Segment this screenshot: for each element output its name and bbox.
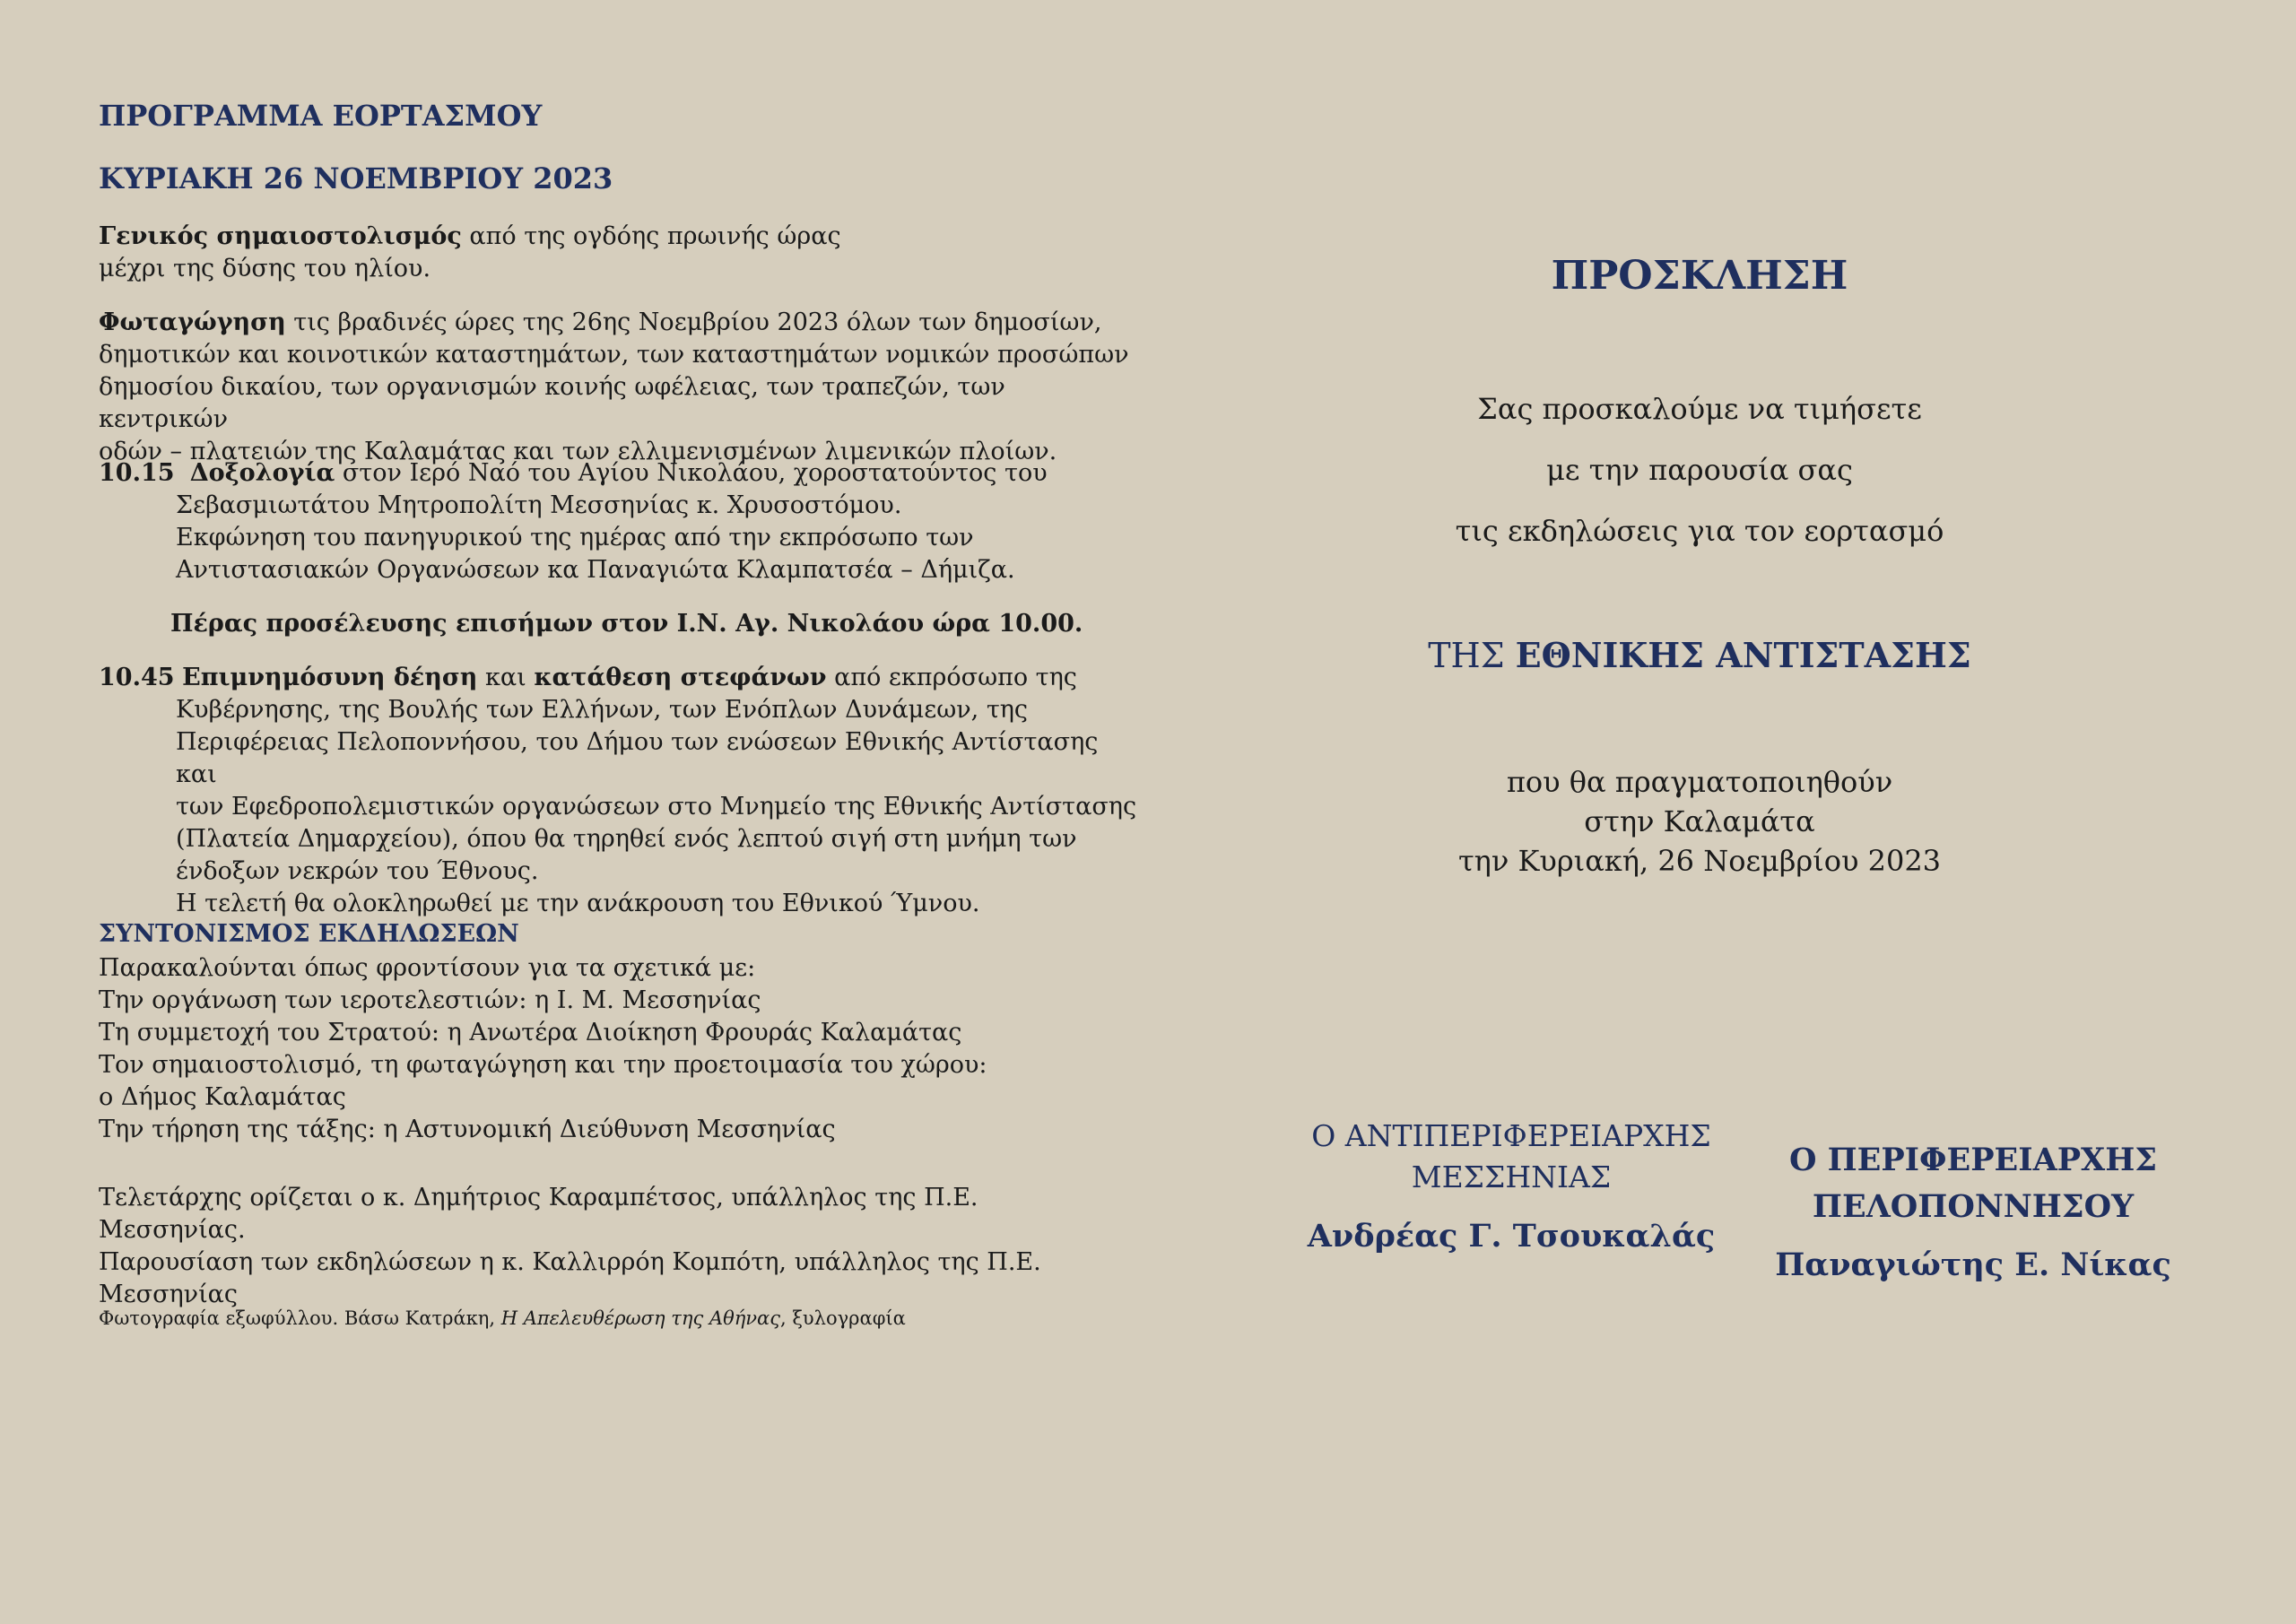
signature-vice-governor [1292,1116,1731,1255]
doxology-line3: Εκφώνηση του πανηγυρικού της ημέρας από την εκπρόσωπο των [176,524,974,551]
occasion-title [1408,635,1991,675]
invitation-title: ΠΡΟΣΚΛΗΣΗ [1551,253,1848,299]
flags-line2: μέχρι της δύσης του ηλίου. [99,255,431,282]
coordination-list [99,952,1130,1146]
coordination-line: Παρακαλούνται όπως φροντίσουν για τα σχετικά με: [99,954,756,982]
coordination-line: Την οργάνωση των ιεροτελεστιών: η Ι. Μ. Μεσσηνίας [99,986,761,1014]
memorial-line6: ένδοξων νεκρών του Έθνους. [176,857,539,885]
coordination-title: ΣΥΝΤΟΝΙΣΜΟΣ ΕΚΔΗΛΩΣΕΩΝ [99,920,519,948]
flags-paragraph [99,221,1130,285]
place-line2: στην Καλαμάτα [1584,804,1815,838]
invite-line2: με την παρουσία σας [1546,453,1853,487]
coordination-line: Τον σημαιοστολισμό, τη φωταγώγηση και την προετοιμασία του χώρου: [99,1051,987,1079]
sig1-title-line2: ΜΕΣΣΗΝΙΑΣ [1411,1159,1612,1194]
occasion-name: ΕΘΝΙΚΗΣ ΑΝΤΙΣΤΑΣΗΣ [1515,635,1971,675]
memorial-line5: (Πλατεία Δημαρχείου), όπου θα τηρηθεί ενός λεπτού σιγή στη μνήμη των [176,825,1077,853]
doxology-line4: Αντιστασιακών Οργανώσεων κα Παναγιώτα Κλαμπατσέα – Δήμιζα. [176,556,1015,584]
memorial-line3: Περιφέρειας Πελοποννήσου, του Δήμου των ενώσεων Εθνικής Αντίστασης και [176,728,1099,788]
credit-prefix: Φωτογραφία εξωφύλλου. Βάσω Κατράκη, [99,1307,501,1329]
sig1-name: Ανδρέας Γ. Τσουκαλάς [1307,1218,1716,1255]
deadline-note: Πέρας προσέλευσης επισήμων στον Ι.Ν. Αγ. Νικολάου ώρα 10.00. [170,610,1083,638]
place-line3: την Κυριακή, 26 Νοεμβρίου 2023 [1457,844,1942,878]
cover-photo-credit [99,1306,1130,1331]
credit-suffix: , ξυλογραφία [780,1307,906,1329]
place-line1: που θα πραγματοποιηθούν [1506,765,1893,799]
master-of-ceremonies [99,1182,1130,1311]
mc-line: Τελετάρχης ορίζεται ο κ. Δημήτριος Καραμπέτσος, υπάλληλος της Π.Ε. Μεσσηνίας. [99,1184,978,1244]
memorial-text: από εκπρόσωπο της [826,664,1077,691]
invite-line1: Σας προσκαλούμε να τιμήσετε [1477,392,1922,426]
lighting-line4: οδών – πλατειών της Καλαμάτας και των ελλιμενισμένων λιμενικών πλοίων. [99,438,1057,465]
doxology-line2: Σεβασμιωτάτου Μητροπολίτη Μεσσηνίας κ. Χρυσοστόμου. [176,491,902,519]
lighting-text: τις βραδινές ώρες της 26ης Νοεμβρίου 2023 όλων των δημοσίων, [285,308,1102,336]
doxology-bold: Δοξολογία [189,459,335,487]
memorial-line2: Κυβέρνησης, της Βουλής των Ελλήνων, των Ενόπλων Δυνάμεων, της [176,696,1029,724]
lighting-paragraph [99,307,1130,468]
sig2-name: Παναγιώτης Ε. Νίκας [1775,1246,2171,1283]
memorial-time: 10.45 [99,664,175,691]
coordination-line: Τη συμμετοχή του Στρατού: η Ανωτέρα Διοίκηση Φρουράς Καλαμάτας [99,1019,962,1046]
flags-bold: Γενικός σημαιοστολισμός [99,222,462,250]
memorial-line4: των Εφεδροπολεμιστικών οργανώσεων στο Μνημείο της Εθνικής Αντίστασης [176,793,1137,821]
flags-text: από της ογδόης πρωινής ώρας [461,222,841,250]
credit-artwork-title: Η Απελευθέρωση της Αθήνας [500,1307,780,1329]
mc-line: Μεσσηνίας [99,1281,239,1308]
memorial-and: και [477,664,535,691]
coordination-line: Την τήρηση της τάξης: η Αστυνομική Διεύθυνση Μεσσηνίας [99,1116,836,1143]
lighting-bold: Φωταγώγηση [99,308,286,336]
memorial-bold1: Επιμνημόσυνη δέηση [182,664,478,691]
memorial-bold2: κατάθεση στεφάνων [534,664,827,691]
sig2-title-line1: Ο ΠΕΡΙΦΕΡΕΙΑΡΧΗΣ [1788,1142,2158,1178]
lighting-line2: δημοτικών και κοινοτικών καταστημάτων, των καταστημάτων νομικών προσώπων [99,341,1129,369]
memorial-line7: Η τελετή θα ολοκληρωθεί με την ανάκρουση του Εθνικού Ύμνου. [176,890,980,917]
program-title: ΠΡΟΓΡΑΜΜΑ ΕΟΡΤΑΣΜΟΥ [99,99,543,133]
mc-line: Παρουσίαση των εκδηλώσεων η κ. Καλλιρρόη Κομπότη, υπάλληλος της Π.Ε. [99,1248,1041,1276]
date-title: ΚΥΡΙΑΚΗ 26 ΝΟΕΜΒΡΙΟΥ 2023 [99,161,613,195]
sig2-title-line2: ΠΕΛΟΠΟΝΝΗΣΟΥ [1812,1188,2135,1225]
invitation-text [1408,389,1991,551]
signature-governor [1740,1137,2206,1283]
doxology-time: 10.15 [99,459,175,487]
sig1-title-line1: Ο ΑΝΤΙΠΕΡΙΦΕΡΕΙΑΡΧΗΣ [1311,1118,1711,1153]
doxology-text: στον Ιερό Ναό του Αγίου Νικολάου, χοροστατούντος του [335,459,1048,487]
occasion-prefix: ΤΗΣ [1428,636,1516,675]
lighting-line3: δημοσίου δικαίου, των οργανισμών κοινής ωφέλειας, των τραπεζών, των κεντρικών [99,373,1005,433]
memorial-entry [99,662,1139,920]
doxology-entry [99,457,1130,586]
invite-line3: τις εκδηλώσεις για τον εορτασμό [1455,514,1944,548]
coordination-line: ο Δήμος Καλαμάτας [99,1083,346,1111]
place-and-date [1408,762,1991,881]
